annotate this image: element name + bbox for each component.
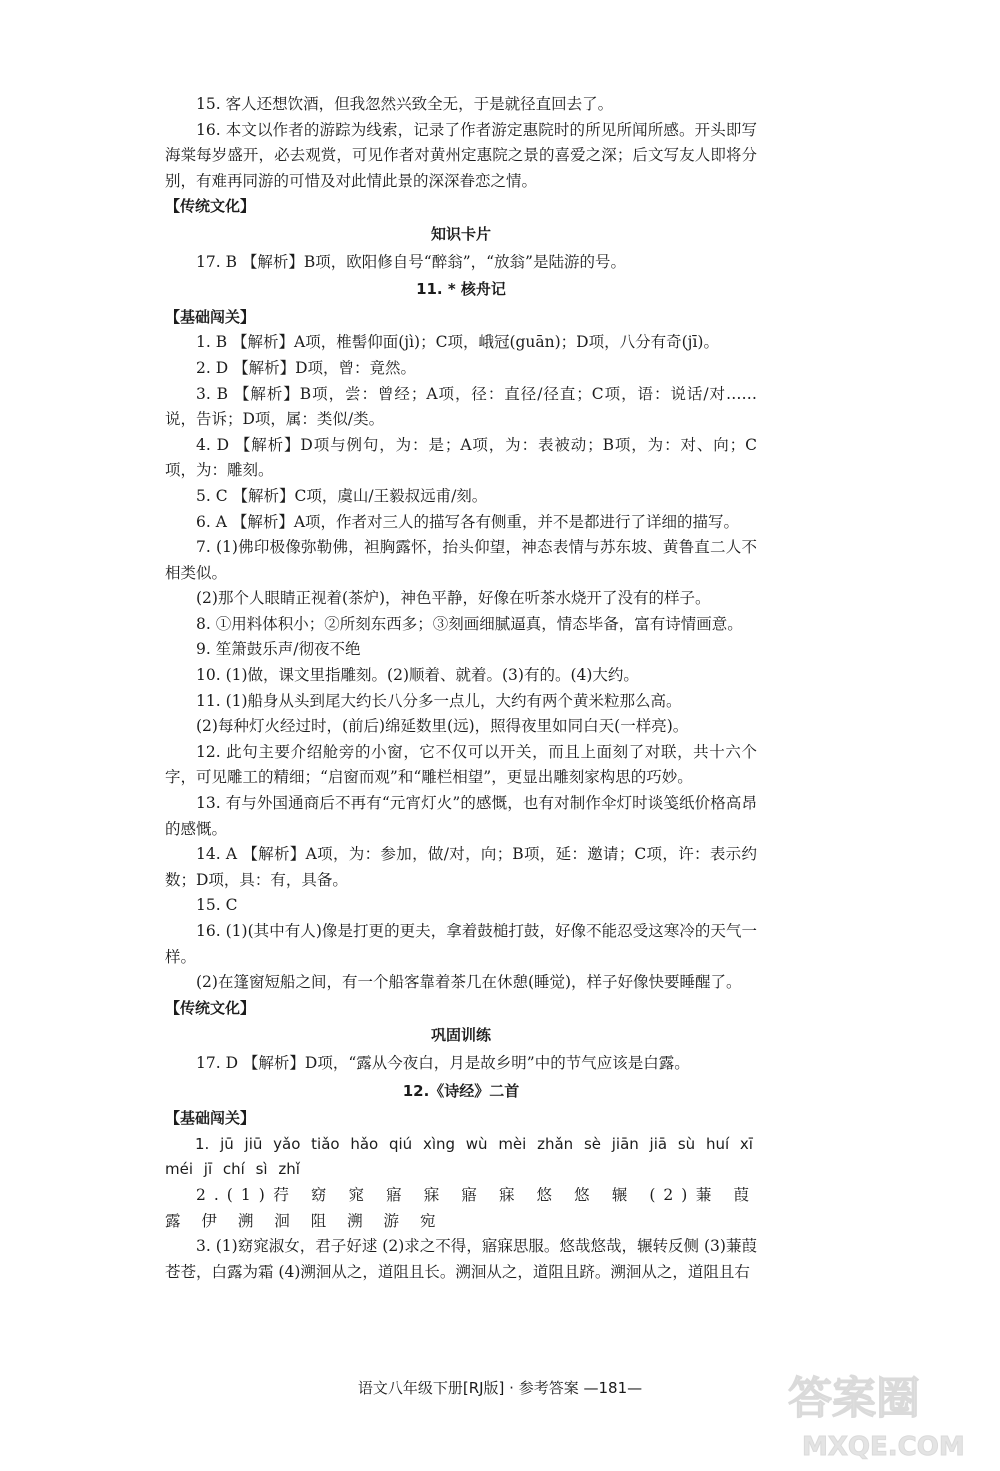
- answer-line: 8. ①用料体积小；②所刻东西多；③刻画细腻逼真，情态毕备，富有诗情画意。: [196, 614, 743, 633]
- answer-line: 10. (1)做，课文里指雕刻。(2)顺着、就着。(3)有的。(4)大约。: [196, 666, 639, 685]
- section-heading: 【基础闯关】: [165, 307, 256, 326]
- answer-line: 2. D 【解析】D项，曾：竟然。: [196, 358, 416, 377]
- answer-line: 1. jū jiū yǎo tiǎo hǎo qiú xìng wù mèi zhǎn sè jiān jiā sù huí xī méi jī chí sì zhǐ: [165, 1134, 753, 1179]
- section-title: 12.《诗经》二首: [402, 1081, 520, 1100]
- answer-line: 15. C: [196, 896, 238, 915]
- watermark-graphic: [782, 1355, 982, 1465]
- answer-line: 15. 客人还想饮酒，但我忽然兴致全无，于是就径直回去了。: [196, 95, 614, 113]
- answer-line: 2.(1)荇 窈 窕 寤 寐 寤 寐 悠 悠 辗 (2)蒹 葭 露 伊 溯 洄 阻 溯 游 宛: [165, 1185, 757, 1230]
- answer-line: 13. 有与外国通商后不再有“元宵灯火”的感慨，也有对制作伞灯时谈笺纸价格高昂的感慨。: [165, 794, 757, 838]
- answer-line: 6. A 【解析】A项，作者对三人的描写各有侧重，并不是都进行了详细的描写。: [196, 512, 740, 531]
- watermark-brand: 答案圈: [788, 1373, 920, 1424]
- answer-line: 17. D 【解析】D项，“露从今夜白，月是故乡明”中的节气应该是白露。: [196, 1053, 690, 1072]
- section-heading: 【传统文化】: [165, 197, 256, 216]
- answer-line: 14. A 【解析】A项，为：参加，做/对，向；B项，延：邀请；C项，许：表示约数；D项，具：有，具备。: [165, 845, 757, 889]
- section-heading: 【基础闯关】: [165, 1109, 256, 1128]
- answer-line: 7. (1)佛印极像弥勒佛，袒胸露怀，抬头仰望，神态表情与苏东坡、黄鲁直二人不相类似。: [165, 538, 757, 582]
- section-title: 巩固训练: [430, 1026, 491, 1045]
- answer-line: 3. B 【解析】B项，尝：曾经；A项，径：直径/径直；C项，语：说话/对……说，告诉；D项，属：类似/类。: [165, 384, 757, 429]
- answer-line: 9. 笙箫鼓乐声/彻夜不绝: [196, 640, 361, 659]
- answer-line: 1. B 【解析】A项，椎髻仰面(jì)；C项，峨冠(guān)；D项，八分有奇(jī)。: [196, 333, 719, 352]
- answer-line: 16. (1)(其中有人)像是打更的更夫，拿着鼓槌打鼓，好像不能忍受这寒冷的天气一样。: [165, 922, 757, 966]
- answer-line: 16. 本文以作者的游踪为线索，记录了作者游定惠院时的所见所闻所感。开头即写海棠每岁盛开，必去观赏，可见作者对黄州定惠院之景的喜爱之深；后文写友人即将分别，有难再同游的可惜及对此情此景的深深眷恋之情。: [165, 120, 757, 190]
- answer-line: 11. (1)船身从头到尾大约长八分多一点儿，大约有两个黄米粒那么高。: [196, 691, 682, 710]
- answer-line: (2)每种灯火经过时，(前后)绵延数里(远)，照得夜里如同白天(一样亮)。: [196, 717, 689, 736]
- watermark-site: MXQE.COM: [802, 1432, 965, 1462]
- answer-line: 3. (1)窈窕淑女，君子好逑 (2)求之不得，寤寐思服。悠哉悠哉，辗转反侧 (3)蒹葭苍苍，白露为霜 (4)溯洄从之，道阻且长。溯洄从之，道阻且跻。溯洄从之，道阻且右: [165, 1237, 757, 1281]
- answer-line: 4. D 【解析】D项与例句，为：是；A项，为：表被动；B项，为：对、向；C项，为：雕刻。: [165, 435, 757, 480]
- section-title: 11. * 核舟记: [416, 280, 506, 299]
- answer-line: 17. B 【解析】B项，欧阳修自号“醉翁”，“放翁”是陆游的号。: [196, 252, 626, 271]
- answer-content: [165, 92, 757, 1285]
- answer-line: (2)那个人眼睛正视着(茶炉)，神色平静，好像在听茶水烧开了没有的样子。: [196, 589, 711, 608]
- page-footer: 语文八年级下册[RJ版] · 参考答案 —181—: [357, 1379, 643, 1397]
- section-title: 知识卡片: [430, 224, 491, 243]
- answer-line: 12. 此句主要介绍舱旁的小窗，它不仅可以开关，而且上面刻了对联，共十六个字，可见雕工的精细；“启窗而观”和“雕栏相望”，更显出雕刻家构思的巧妙。: [165, 742, 757, 787]
- watermark-logo: [782, 1355, 982, 1465]
- section-heading: 【传统文化】: [165, 998, 256, 1017]
- answer-line: 5. C 【解析】C项，虞山/王毅叔远甫/刻。: [196, 486, 488, 505]
- answer-line: (2)在篷窗短船之间，有一个船客靠着茶几在休憩(睡觉)，样子好像快要睡醒了。: [196, 973, 742, 992]
